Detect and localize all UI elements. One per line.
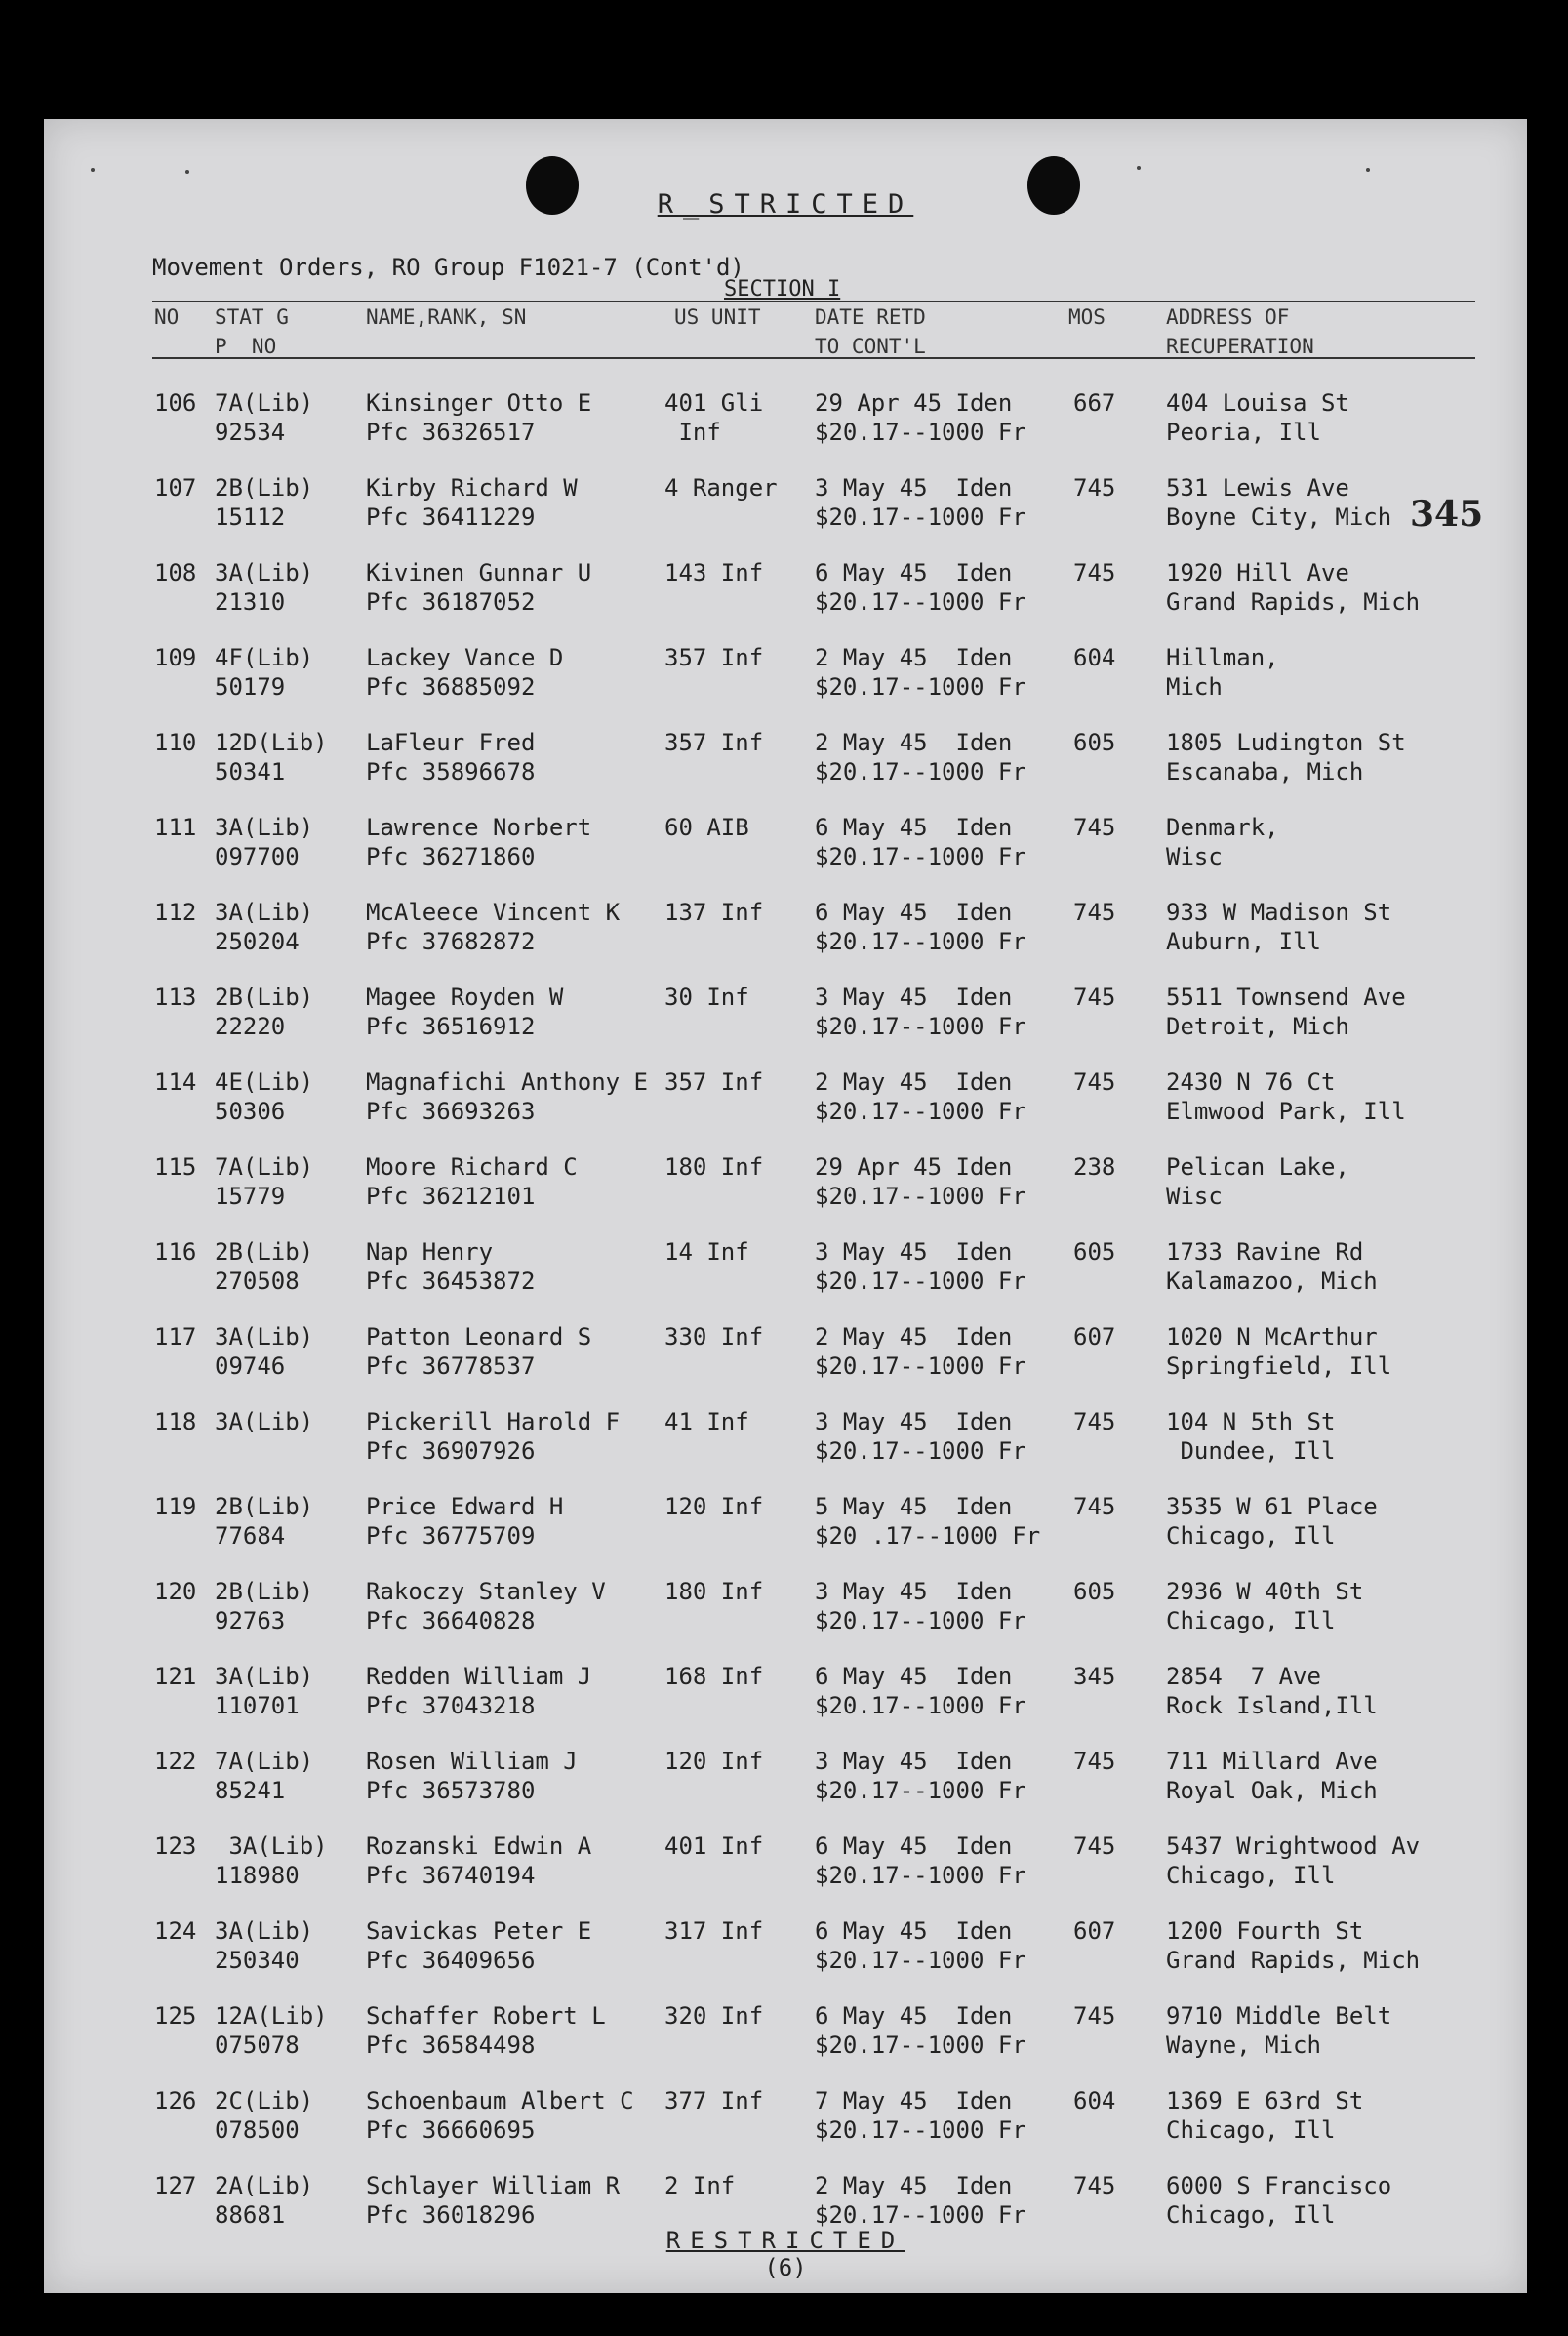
- soldier-name: Pickerill Harold F: [366, 1408, 621, 1435]
- address-line-1: 104 N 5th St: [1166, 1408, 1336, 1435]
- soldier-name: Schlayer William R: [366, 2172, 621, 2199]
- status-code: 2A(Lib): [215, 2172, 314, 2199]
- pay-conversion: $20.17--1000 Fr: [815, 673, 1026, 701]
- row-number: 107: [154, 474, 197, 502]
- us-unit: 401 Gli: [664, 389, 764, 417]
- address-line-1: 933 W Madison St: [1166, 899, 1392, 926]
- row-number: 121: [154, 1663, 197, 1690]
- date-returned: 6 May 45 Iden: [815, 899, 1013, 926]
- rank-serial: Pfc 37043218: [366, 1692, 536, 1719]
- row-number: 110: [154, 729, 197, 756]
- row-number: 111: [154, 814, 197, 841]
- address-line-1: 6000 S Francisco: [1166, 2172, 1392, 2199]
- pay-conversion: $20.17--1000 Fr: [815, 1437, 1026, 1465]
- table-header-rule: [152, 357, 1475, 359]
- row-number: 108: [154, 559, 197, 586]
- address-line-2: Rock Island,Ill: [1166, 1692, 1378, 1719]
- address-line-2: Escanaba, Mich: [1166, 758, 1364, 785]
- mos-code: 745: [1073, 2172, 1116, 2199]
- row-number: 126: [154, 2087, 197, 2114]
- address-line-2: Kalamazoo, Mich: [1166, 1268, 1378, 1295]
- speck: [185, 170, 189, 174]
- status-number: 097700: [215, 843, 300, 870]
- row-number: 122: [154, 1748, 197, 1775]
- soldier-name: Nap Henry: [366, 1238, 494, 1266]
- mos-code: 345: [1073, 1663, 1116, 1690]
- pay-conversion: $20.17--1000 Fr: [815, 1692, 1026, 1719]
- table-row: [44, 1662, 1527, 1747]
- rank-serial: Pfc 36271860: [366, 843, 536, 870]
- status-number: 50341: [215, 758, 286, 785]
- table-row: [44, 1407, 1527, 1492]
- table-row: [44, 2001, 1527, 2086]
- address-line-1: 2936 W 40th St: [1166, 1578, 1364, 1605]
- mos-code: 745: [1073, 1833, 1116, 1860]
- address-line-2: Dundee, Ill: [1166, 1437, 1336, 1465]
- status-code: 3A(Lib): [215, 1408, 314, 1435]
- address-line-1: 711 Millard Ave: [1166, 1748, 1378, 1775]
- us-unit: 330 Inf: [664, 1323, 764, 1350]
- us-unit: 168 Inf: [664, 1663, 764, 1690]
- address-line-1: 9710 Middle Belt: [1166, 2002, 1392, 2030]
- us-unit: 2 Inf: [664, 2172, 736, 2199]
- soldier-name: LaFleur Fred: [366, 729, 536, 756]
- mos-code: 745: [1073, 984, 1116, 1011]
- rank-serial: Pfc 36584498: [366, 2032, 536, 2059]
- address-line-2: Grand Rapids, Mich: [1166, 588, 1421, 616]
- address-line-2: Boyne City, Mich: [1166, 503, 1392, 531]
- pay-conversion: $20.17--1000 Fr: [815, 419, 1026, 446]
- status-code: 3A(Lib): [215, 1833, 328, 1860]
- date-returned: 3 May 45 Iden: [815, 1408, 1013, 1435]
- soldier-name: Magee Royden W: [366, 984, 564, 1011]
- table-row: [44, 983, 1527, 1067]
- page-number: (6): [764, 2254, 807, 2281]
- col-header-date-2: TO CONT'L: [815, 335, 926, 358]
- soldier-name: Price Edward H: [366, 1493, 564, 1520]
- status-number: 078500: [215, 2116, 300, 2144]
- us-unit: 60 AIB: [664, 814, 749, 841]
- table-row: [44, 558, 1527, 643]
- soldier-name: Schaffer Robert L: [366, 2002, 606, 2030]
- rank-serial: Pfc 36326517: [366, 419, 536, 446]
- date-returned: 29 Apr 45 Iden: [815, 389, 1013, 417]
- row-number: 114: [154, 1068, 197, 1096]
- pay-conversion: $20.17--1000 Fr: [815, 1607, 1026, 1634]
- col-header-address-2: RECUPERATION: [1166, 335, 1314, 358]
- soldier-name: Magnafichi Anthony E: [366, 1068, 648, 1096]
- rank-serial: Pfc 36640828: [366, 1607, 536, 1634]
- status-code: 3A(Lib): [215, 1663, 314, 1690]
- status-number: 92534: [215, 419, 286, 446]
- status-code: 3A(Lib): [215, 1323, 314, 1350]
- mos-code: 605: [1073, 1238, 1116, 1266]
- us-unit: 30 Inf: [664, 984, 749, 1011]
- address-line-1: 2430 N 76 Ct: [1166, 1068, 1336, 1096]
- rank-serial: Pfc 36573780: [366, 1777, 536, 1804]
- date-returned: 6 May 45 Iden: [815, 814, 1013, 841]
- col-header-unit: US UNIT: [674, 305, 761, 329]
- pay-conversion: $20.17--1000 Fr: [815, 2032, 1026, 2059]
- soldier-name: Lackey Vance D: [366, 644, 564, 671]
- status-number: 270508: [215, 1268, 300, 1295]
- status-number: 50179: [215, 673, 286, 701]
- status-number: 09746: [215, 1352, 286, 1380]
- soldier-name: Savickas Peter E: [366, 1917, 592, 1945]
- soldier-name: Moore Richard C: [366, 1153, 578, 1181]
- mos-code: 745: [1073, 1408, 1116, 1435]
- col-header-mos: MOS: [1068, 305, 1106, 329]
- table-row: [44, 1492, 1527, 1577]
- mos-code: 745: [1073, 1748, 1116, 1775]
- status-code: 12A(Lib): [215, 2002, 328, 2030]
- page-stamp-number: 345: [1410, 494, 1484, 535]
- table-row: [44, 473, 1527, 558]
- address-line-2: Royal Oak, Mich: [1166, 1777, 1378, 1804]
- address-line-1: Hillman,: [1166, 644, 1279, 671]
- mos-code: 745: [1073, 559, 1116, 586]
- pay-conversion: $20.17--1000 Fr: [815, 928, 1026, 955]
- address-line-1: 531 Lewis Ave: [1166, 474, 1349, 502]
- mos-code: 605: [1073, 729, 1116, 756]
- rank-serial: Pfc 35896678: [366, 758, 536, 785]
- row-number: 124: [154, 1917, 197, 1945]
- row-number: 123: [154, 1833, 197, 1860]
- pay-conversion: $20.17--1000 Fr: [815, 1947, 1026, 1974]
- status-number: 250340: [215, 1947, 300, 1974]
- status-code: 4F(Lib): [215, 644, 314, 671]
- rank-serial: Pfc 36018296: [366, 2201, 536, 2229]
- address-line-1: 1369 E 63rd St: [1166, 2087, 1364, 2114]
- row-number: 109: [154, 644, 197, 671]
- row-number: 115: [154, 1153, 197, 1181]
- date-returned: 3 May 45 Iden: [815, 1238, 1013, 1266]
- row-number: 125: [154, 2002, 197, 2030]
- date-returned: 2 May 45 Iden: [815, 1068, 1013, 1096]
- address-line-2: Wayne, Mich: [1166, 2032, 1321, 2059]
- row-number: 120: [154, 1578, 197, 1605]
- status-number: 21310: [215, 588, 286, 616]
- col-header-name: NAME,RANK, SN: [366, 305, 527, 329]
- status-number: 92763: [215, 1607, 286, 1634]
- mos-code: 607: [1073, 1917, 1116, 1945]
- table-row: [44, 1322, 1527, 1407]
- rank-serial: Pfc 36907926: [366, 1437, 536, 1465]
- row-number: 127: [154, 2172, 197, 2199]
- date-returned: 7 May 45 Iden: [815, 2087, 1013, 2114]
- soldier-name: Redden William J: [366, 1663, 592, 1690]
- address-line-1: 1200 Fourth St: [1166, 1917, 1364, 1945]
- pay-conversion: $20 .17--1000 Fr: [815, 1522, 1041, 1550]
- status-code: 4E(Lib): [215, 1068, 314, 1096]
- address-line-1: Denmark,: [1166, 814, 1279, 841]
- address-line-2: Mich: [1166, 673, 1223, 701]
- mos-code: 745: [1073, 1493, 1116, 1520]
- document-title: R_STRICTED: [657, 189, 914, 220]
- us-unit: 41 Inf: [664, 1408, 749, 1435]
- status-code: 2B(Lib): [215, 1493, 314, 1520]
- table-row: [44, 1577, 1527, 1662]
- table-row: [44, 1747, 1527, 1832]
- col-header-date: DATE RETD: [815, 305, 926, 329]
- date-returned: 3 May 45 Iden: [815, 1578, 1013, 1605]
- mos-code: 605: [1073, 1578, 1116, 1605]
- pay-conversion: $20.17--1000 Fr: [815, 1098, 1026, 1125]
- table-row: [44, 1067, 1527, 1152]
- document-page: [44, 119, 1527, 2293]
- address-line-2: Wisc: [1166, 843, 1223, 870]
- date-returned: 6 May 45 Iden: [815, 1917, 1013, 1945]
- rank-serial: Pfc 36778537: [366, 1352, 536, 1380]
- address-line-1: 1733 Ravine Rd: [1166, 1238, 1364, 1266]
- rank-serial: Pfc 36409656: [366, 1947, 536, 1974]
- table-row: [44, 1832, 1527, 1916]
- us-unit: 4 Ranger: [664, 474, 778, 502]
- col-header-address: ADDRESS OF: [1166, 305, 1290, 329]
- status-code: 3A(Lib): [215, 559, 314, 586]
- soldier-name: Rozanski Edwin A: [366, 1833, 592, 1860]
- table-row: [44, 388, 1527, 473]
- status-code: 7A(Lib): [215, 1748, 314, 1775]
- address-line-2: Chicago, Ill: [1166, 2116, 1336, 2144]
- mos-code: 238: [1073, 1153, 1116, 1181]
- mos-code: 745: [1073, 1068, 1116, 1096]
- date-returned: 2 May 45 Iden: [815, 1323, 1013, 1350]
- address-line-2: Springfield, Ill: [1166, 1352, 1392, 1380]
- rank-serial: Pfc 36693263: [366, 1098, 536, 1125]
- date-returned: 3 May 45 Iden: [815, 474, 1013, 502]
- pay-conversion: $20.17--1000 Fr: [815, 758, 1026, 785]
- us-unit: 120 Inf: [664, 1748, 764, 1775]
- status-code: 3A(Lib): [215, 899, 314, 926]
- speck: [91, 168, 95, 172]
- table-row: [44, 1916, 1527, 2001]
- status-number: 15112: [215, 503, 286, 531]
- table-row: [44, 813, 1527, 898]
- date-returned: 2 May 45 Iden: [815, 729, 1013, 756]
- row-number: 117: [154, 1323, 197, 1350]
- mos-code: 607: [1073, 1323, 1116, 1350]
- soldier-name: Schoenbaum Albert C: [366, 2087, 634, 2114]
- status-number: 85241: [215, 1777, 286, 1804]
- row-number: 118: [154, 1408, 197, 1435]
- pay-conversion: $20.17--1000 Fr: [815, 1013, 1026, 1040]
- col-header-stat-2: P NO: [215, 335, 277, 358]
- status-number: 88681: [215, 2201, 286, 2229]
- mos-code: 745: [1073, 899, 1116, 926]
- date-returned: 3 May 45 Iden: [815, 1748, 1013, 1775]
- address-line-2: Auburn, Ill: [1166, 928, 1321, 955]
- status-code: 2B(Lib): [215, 474, 314, 502]
- address-line-1: 5437 Wrightwood Av: [1166, 1833, 1421, 1860]
- rank-serial: Pfc 36212101: [366, 1183, 536, 1210]
- speck: [1366, 168, 1370, 172]
- address-line-1: Pelican Lake,: [1166, 1153, 1349, 1181]
- us-unit: 180 Inf: [664, 1578, 764, 1605]
- status-code: 3A(Lib): [215, 814, 314, 841]
- pay-conversion: $20.17--1000 Fr: [815, 1268, 1026, 1295]
- status-code: 2B(Lib): [215, 984, 314, 1011]
- us-unit: 180 Inf: [664, 1153, 764, 1181]
- mos-code: 745: [1073, 474, 1116, 502]
- status-code: 2C(Lib): [215, 2087, 314, 2114]
- document-header: Movement Orders, RO Group F1021-7 (Cont'd): [152, 254, 744, 281]
- us-unit: 120 Inf: [664, 1493, 764, 1520]
- status-number: 118980: [215, 1862, 300, 1889]
- mos-code: 604: [1073, 644, 1116, 671]
- pay-conversion: $20.17--1000 Fr: [815, 2201, 1026, 2229]
- soldier-name: Patton Leonard S: [366, 1323, 592, 1350]
- row-number: 113: [154, 984, 197, 1011]
- soldier-name: Kinsinger Otto E: [366, 389, 592, 417]
- status-number: 110701: [215, 1692, 300, 1719]
- soldier-name: Rosen William J: [366, 1748, 578, 1775]
- status-code: 12D(Lib): [215, 729, 328, 756]
- address-line-2: Chicago, Ill: [1166, 2201, 1336, 2229]
- rank-serial: Pfc 36411229: [366, 503, 536, 531]
- section-heading: SECTION I: [724, 277, 841, 302]
- rank-serial: Pfc 37682872: [366, 928, 536, 955]
- speck: [1137, 166, 1141, 170]
- table-row: [44, 898, 1527, 983]
- us-unit: 137 Inf: [664, 899, 764, 926]
- status-number: 77684: [215, 1522, 286, 1550]
- us-unit: 357 Inf: [664, 644, 764, 671]
- us-unit: 401 Inf: [664, 1833, 764, 1860]
- address-line-1: 1920 Hill Ave: [1166, 559, 1349, 586]
- address-line-2: Wisc: [1166, 1183, 1223, 1210]
- rank-serial: Pfc 36660695: [366, 2116, 536, 2144]
- us-unit: 357 Inf: [664, 729, 764, 756]
- pay-conversion: $20.17--1000 Fr: [815, 503, 1026, 531]
- rank-serial: Pfc 36187052: [366, 588, 536, 616]
- table-row: [44, 1237, 1527, 1322]
- col-header-stat: STAT G: [215, 305, 289, 329]
- rank-serial: Pfc 36885092: [366, 673, 536, 701]
- address-line-1: 5511 Townsend Ave: [1166, 984, 1406, 1011]
- soldier-name: Lawrence Norbert: [366, 814, 592, 841]
- date-returned: 6 May 45 Iden: [815, 1833, 1013, 1860]
- soldier-name: Rakoczy Stanley V: [366, 1578, 606, 1605]
- status-number: 22220: [215, 1013, 286, 1040]
- us-unit: 143 Inf: [664, 559, 764, 586]
- status-code: 7A(Lib): [215, 1153, 314, 1181]
- address-line-2: Elmwood Park, Ill: [1166, 1098, 1406, 1125]
- row-number: 119: [154, 1493, 197, 1520]
- status-number: 075078: [215, 2032, 300, 2059]
- row-number: 106: [154, 389, 197, 417]
- date-returned: 6 May 45 Iden: [815, 559, 1013, 586]
- pay-conversion: $20.17--1000 Fr: [815, 1777, 1026, 1804]
- pay-conversion: $20.17--1000 Fr: [815, 1352, 1026, 1380]
- address-line-1: 2854 7 Ave: [1166, 1663, 1321, 1690]
- status-number: 50306: [215, 1098, 286, 1125]
- table-row: [44, 1152, 1527, 1237]
- mos-code: 604: [1073, 2087, 1116, 2114]
- rank-serial: Pfc 36516912: [366, 1013, 536, 1040]
- mos-code: 745: [1073, 814, 1116, 841]
- status-code: 3A(Lib): [215, 1917, 314, 1945]
- status-number: 15779: [215, 1183, 286, 1210]
- address-line-2: Chicago, Ill: [1166, 1862, 1336, 1889]
- soldier-name: Kivinen Gunnar U: [366, 559, 592, 586]
- us-unit: 317 Inf: [664, 1917, 764, 1945]
- date-returned: 29 Apr 45 Iden: [815, 1153, 1013, 1181]
- us-unit: 320 Inf: [664, 2002, 764, 2030]
- table-row: [44, 2086, 1527, 2171]
- table-row: [44, 728, 1527, 813]
- address-line-1: 1805 Ludington St: [1166, 729, 1406, 756]
- status-code: 2B(Lib): [215, 1578, 314, 1605]
- address-line-2: Grand Rapids, Mich: [1166, 1947, 1421, 1974]
- date-returned: 6 May 45 Iden: [815, 1663, 1013, 1690]
- pay-conversion: $20.17--1000 Fr: [815, 843, 1026, 870]
- status-number: 250204: [215, 928, 300, 955]
- date-returned: 2 May 45 Iden: [815, 644, 1013, 671]
- date-returned: 5 May 45 Iden: [815, 1493, 1013, 1520]
- status-code: 7A(Lib): [215, 389, 314, 417]
- address-line-1: 1020 N McArthur: [1166, 1323, 1378, 1350]
- us-unit: 357 Inf: [664, 1068, 764, 1096]
- date-returned: 2 May 45 Iden: [815, 2172, 1013, 2199]
- address-line-2: Chicago, Ill: [1166, 1607, 1336, 1634]
- us-unit-2: Inf: [664, 419, 721, 446]
- address-line-2: Chicago, Ill: [1166, 1522, 1336, 1550]
- pay-conversion: $20.17--1000 Fr: [815, 588, 1026, 616]
- row-number: 112: [154, 899, 197, 926]
- mos-code: 745: [1073, 2002, 1116, 2030]
- address-line-1: 404 Louisa St: [1166, 389, 1349, 417]
- address-line-2: Peoria, Ill: [1166, 419, 1321, 446]
- table-row: [44, 643, 1527, 728]
- pay-conversion: $20.17--1000 Fr: [815, 2116, 1026, 2144]
- rank-serial: Pfc 36453872: [366, 1268, 536, 1295]
- soldier-name: McAleece Vincent K: [366, 899, 621, 926]
- soldier-name: Kirby Richard W: [366, 474, 578, 502]
- date-returned: 3 May 45 Iden: [815, 984, 1013, 1011]
- col-header-no: NO: [154, 305, 180, 329]
- pay-conversion: $20.17--1000 Fr: [815, 1183, 1026, 1210]
- row-number: 116: [154, 1238, 197, 1266]
- mos-code: 667: [1073, 389, 1116, 417]
- document-footer: RESTRICTED: [665, 2227, 905, 2254]
- rank-serial: Pfc 36740194: [366, 1862, 536, 1889]
- address-line-2: Detroit, Mich: [1166, 1013, 1349, 1040]
- us-unit: 377 Inf: [664, 2087, 764, 2114]
- date-returned: 6 May 45 Iden: [815, 2002, 1013, 2030]
- pay-conversion: $20.17--1000 Fr: [815, 1862, 1026, 1889]
- status-code: 2B(Lib): [215, 1238, 314, 1266]
- rank-serial: Pfc 36775709: [366, 1522, 536, 1550]
- us-unit: 14 Inf: [664, 1238, 749, 1266]
- address-line-1: 3535 W 61 Place: [1166, 1493, 1378, 1520]
